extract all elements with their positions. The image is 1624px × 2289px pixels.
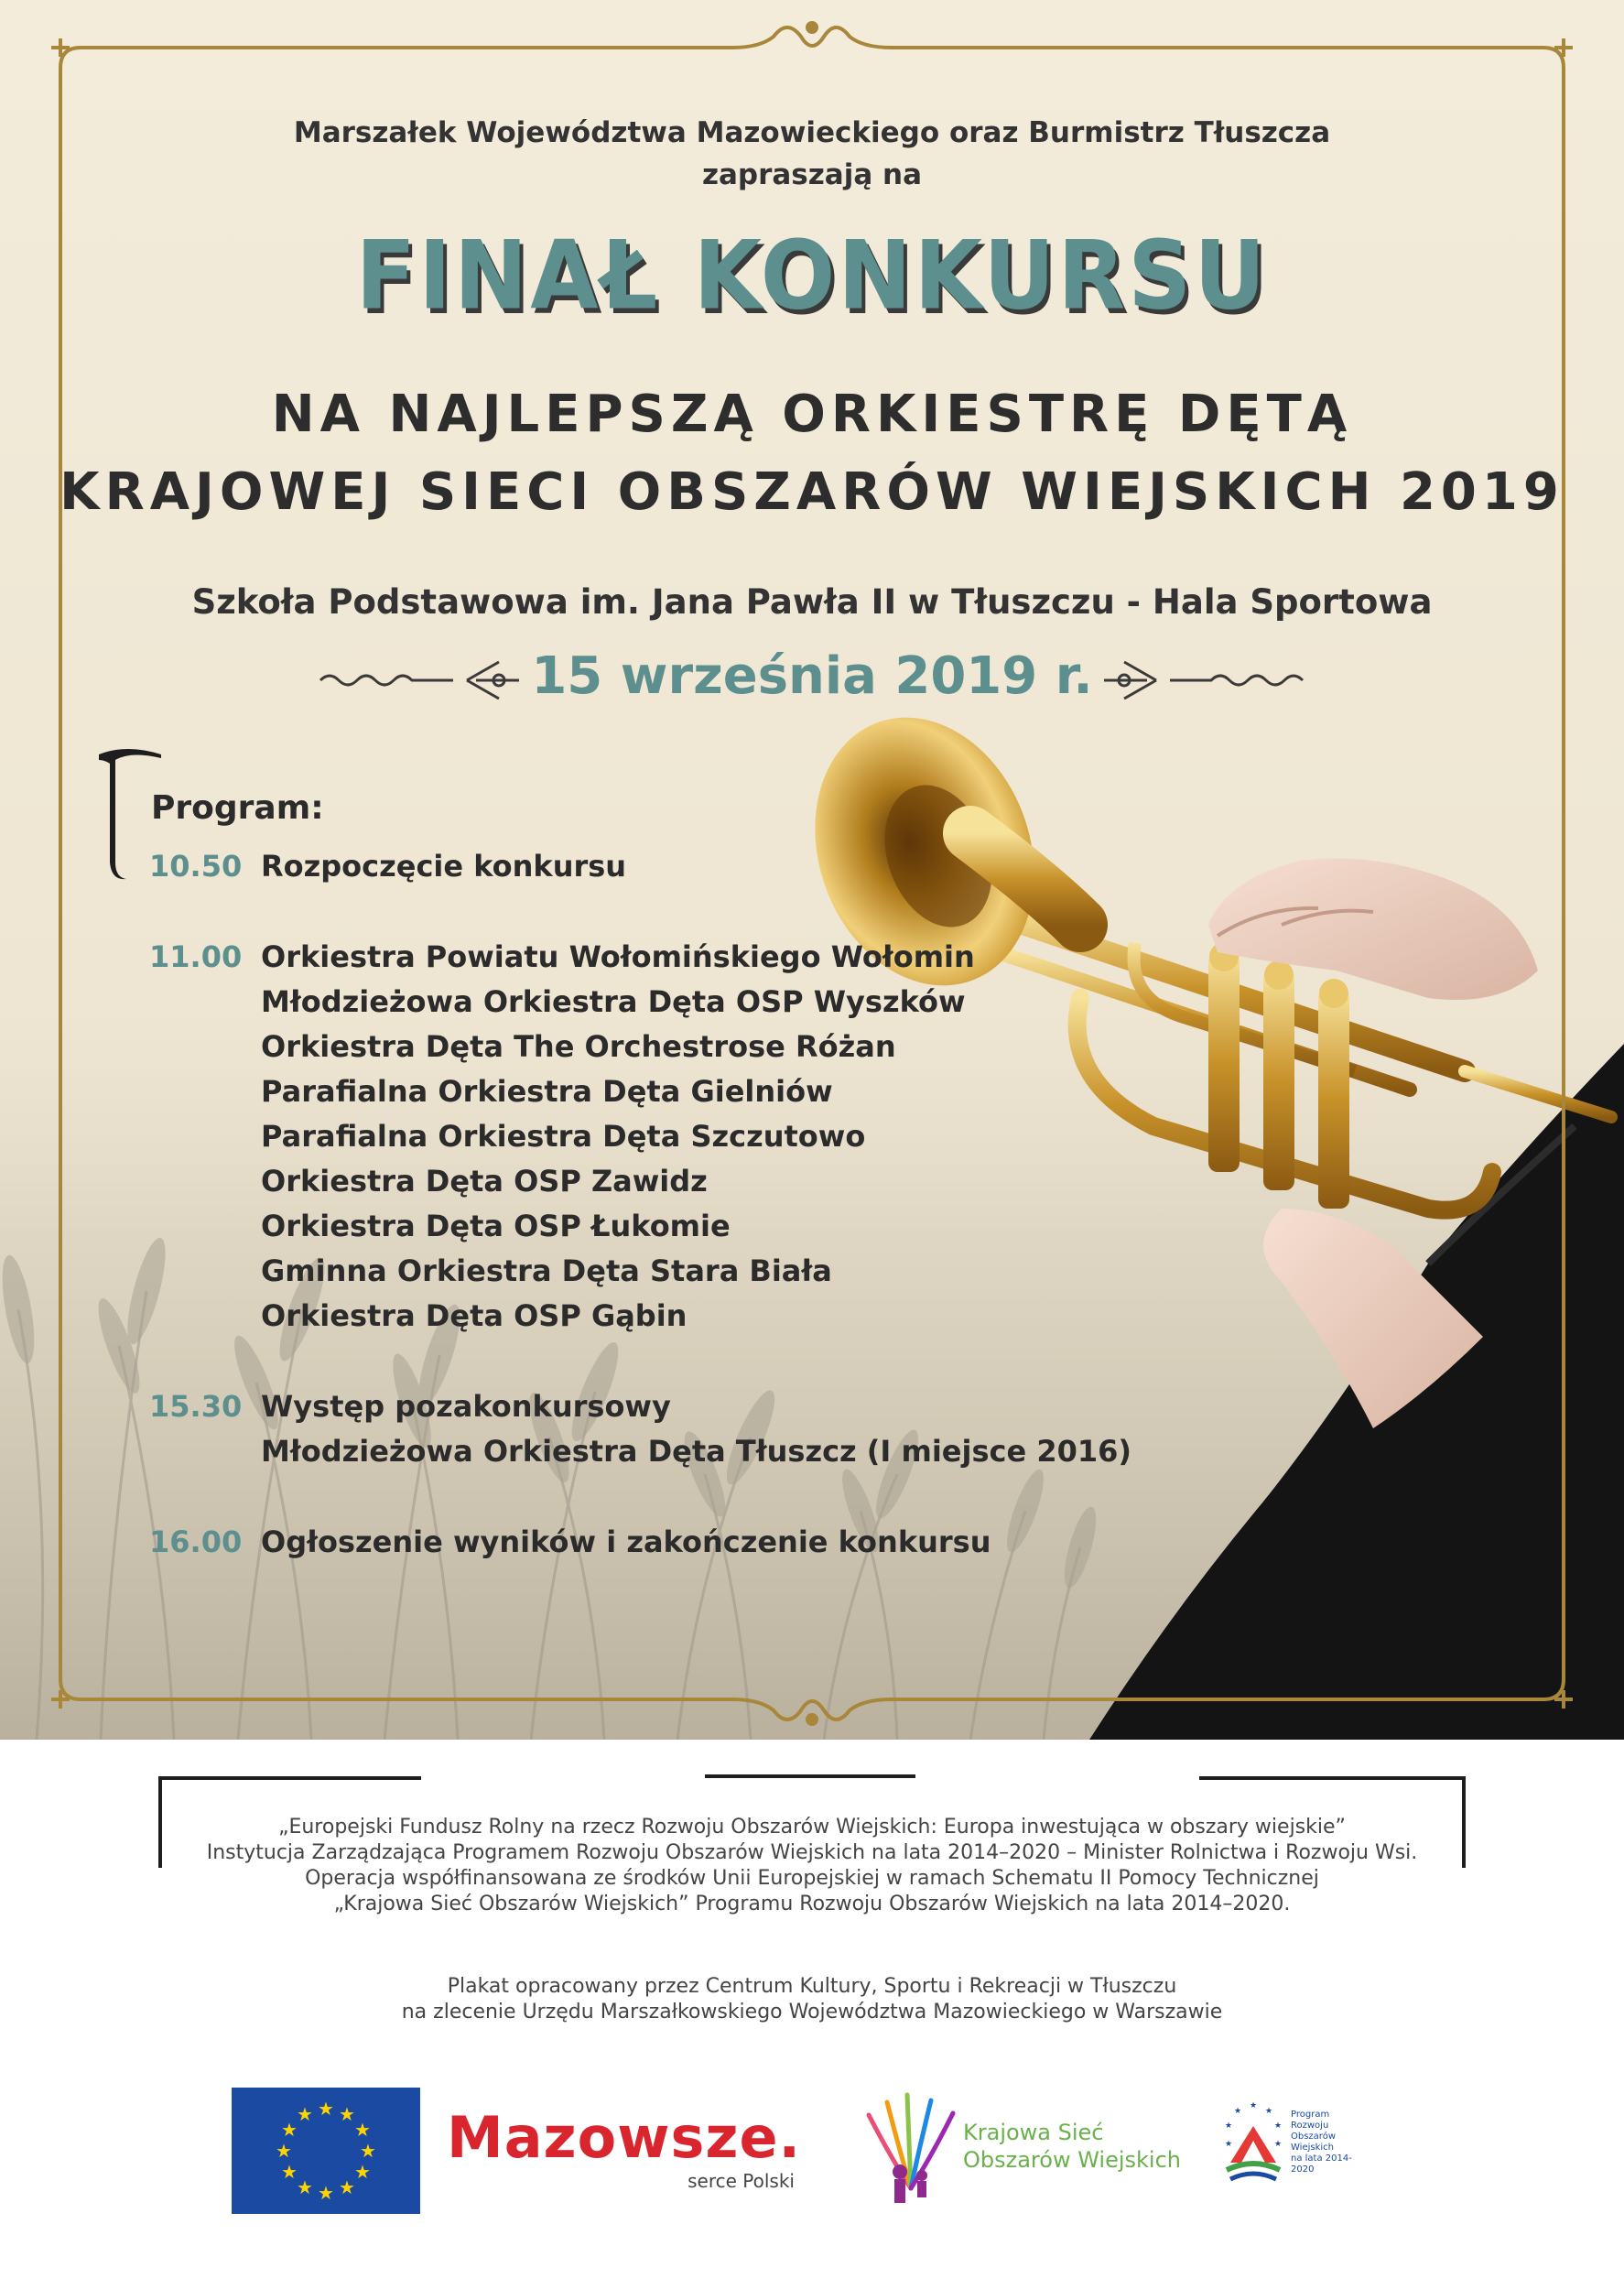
- svg-text:★: ★: [281, 2119, 298, 2141]
- program-entry: Ogłoszenie wyników i zakończenie konkursu: [261, 1524, 991, 1559]
- ksow-logo-icon: [856, 2088, 966, 2207]
- program-heading: Program:: [151, 789, 324, 827]
- svg-text:★: ★: [1264, 2107, 1273, 2116]
- event-date: 15 września 2019 r.: [531, 646, 1093, 706]
- footer-note-3: Operacja współfinansowana ze środków Unii Europejskiej w ramach Schematu II Pomocy Technicznej: [305, 1867, 1319, 1890]
- program-time: 10.50: [149, 849, 243, 884]
- svg-text:★: ★: [281, 2161, 298, 2183]
- program-entry: Rozpoczęcie konkursu: [261, 849, 627, 884]
- svg-text:★: ★: [1273, 2140, 1283, 2149]
- svg-text:★: ★: [354, 2119, 371, 2141]
- prow-logo-line-1: Program: [1291, 2110, 1330, 2120]
- ornament-right-icon: [1097, 648, 1307, 712]
- page-title: FINAŁ KONKURSU: [355, 220, 1269, 331]
- program: [149, 789, 1156, 1565]
- program-entry: Orkiestra Dęta OSP Łukomie: [261, 1209, 731, 1243]
- prow-logo-line-3: Obszarów: [1291, 2132, 1336, 2142]
- prow-logo-icon: [1218, 2099, 1289, 2186]
- program-row: [149, 935, 1156, 1339]
- eu-flag-icon: [232, 2088, 420, 2214]
- ksow-logo-line-2: Obszarów Wiejskich: [963, 2147, 1181, 2173]
- svg-text:★: ★: [339, 2176, 355, 2198]
- svg-text:★: ★: [360, 2140, 376, 2162]
- mazowsze-logo-name: Mazowsze.: [447, 2104, 802, 2171]
- program-entry: Parafialna Orkiestra Dęta Gielniów: [261, 1074, 833, 1109]
- svg-text:★: ★: [1273, 2121, 1283, 2131]
- footer-credit-2: na zlecenie Urzędu Marszałkowskiego Województwa Mazowieckiego w Warszawie: [401, 2001, 1223, 2023]
- subtitle-line-1: NA NAJLEPSZĄ ORKIESTRĘ DĘTĄ: [271, 385, 1353, 444]
- svg-text:★: ★: [318, 2182, 334, 2204]
- svg-text:★: ★: [1224, 2140, 1233, 2149]
- program-entry: Orkiestra Dęta The Orchestrose Różan: [261, 1029, 896, 1064]
- footer-note-4: „Krajowa Sieć Obszarów Wiejskich” Programu Rozwoju Obszarów Wiejskich na lata 2014–2020.: [333, 1893, 1291, 1915]
- svg-text:★: ★: [1233, 2107, 1242, 2116]
- footer-note-2: Instytucja Zarządzająca Programem Rozwoju Obszarów Wiejskich na lata 2014–2020 – Minister Rolnictwa i Rozwoju Wsi.: [206, 1841, 1418, 1864]
- program-time: 16.00: [149, 1524, 243, 1559]
- program-row: [149, 1384, 1156, 1474]
- program-entry: Młodzieżowa Orkiestra Dęta Tłuszcz (I miejsce 2016): [261, 1434, 1131, 1469]
- program-entry: Orkiestra Powiatu Wołomińskiego Wołomin: [261, 939, 975, 974]
- intro-line-2: zapraszają na: [701, 158, 923, 191]
- svg-text:★: ★: [297, 2103, 313, 2125]
- prow-logo-line-2: Rozwoju: [1291, 2121, 1329, 2131]
- program-entry: Orkiestra Dęta OSP Gąbin: [261, 1298, 687, 1333]
- program-time: 15.30: [149, 1389, 243, 1424]
- svg-text:★: ★: [339, 2103, 355, 2125]
- program-entry: Gminna Orkiestra Dęta Stara Biała: [261, 1253, 832, 1288]
- program-time: 11.00: [149, 939, 243, 974]
- venue: Szkoła Podstawowa im. Jana Pawła II w Tłuszczu - Hala Sportowa: [191, 582, 1433, 622]
- intro-line-1: Marszałek Województwa Mazowieckiego oraz Burmistrz Tłuszcza: [293, 116, 1331, 149]
- program-entry: Występ pozakonkursowy: [261, 1389, 671, 1424]
- program-entry: Młodzieżowa Orkiestra Dęta OSP Wyszków: [261, 984, 966, 1019]
- svg-text:★: ★: [297, 2176, 313, 2198]
- program-row: [149, 1520, 1156, 1565]
- svg-text:★: ★: [1249, 2101, 1258, 2110]
- mazowsze-logo: [447, 2106, 831, 2207]
- footer-note-1: „Europejski Fundusz Rolny na rzecz Rozwoju Obszarów Wiejskich: Europa inwestująca w obszary wiejskie”: [278, 1816, 1346, 1839]
- svg-text:★: ★: [1224, 2121, 1233, 2131]
- prow-logo-text: [1291, 2110, 1373, 2175]
- prow-logo-line-5: na lata 2014-2020: [1291, 2153, 1352, 2175]
- footer: [0, 1740, 1624, 2289]
- prow-logo-line-4: Wiejskich: [1291, 2143, 1334, 2153]
- subtitle-line-2: KRAJOWEJ SIECI OBSZARÓW WIEJSKICH 2019: [60, 462, 1564, 522]
- svg-text:★: ★: [318, 2098, 334, 2120]
- footer-credit-1: Plakat opracowany przez Centrum Kultury, Sportu i Rekreacji w Tłuszczu: [447, 1975, 1177, 1998]
- ksow-logo-line-1: Krajowa Sieć: [963, 2120, 1104, 2145]
- program-entry: Parafialna Orkiestra Dęta Szczutowo: [261, 1119, 866, 1154]
- program-entry: Orkiestra Dęta OSP Zawidz: [261, 1164, 708, 1199]
- svg-text:★: ★: [276, 2140, 292, 2162]
- svg-text:★: ★: [354, 2161, 371, 2183]
- ksow-logo-text: [963, 2119, 1201, 2174]
- mazowsze-logo-tagline: serce Polski: [687, 2170, 795, 2192]
- program-row: [149, 844, 1156, 889]
